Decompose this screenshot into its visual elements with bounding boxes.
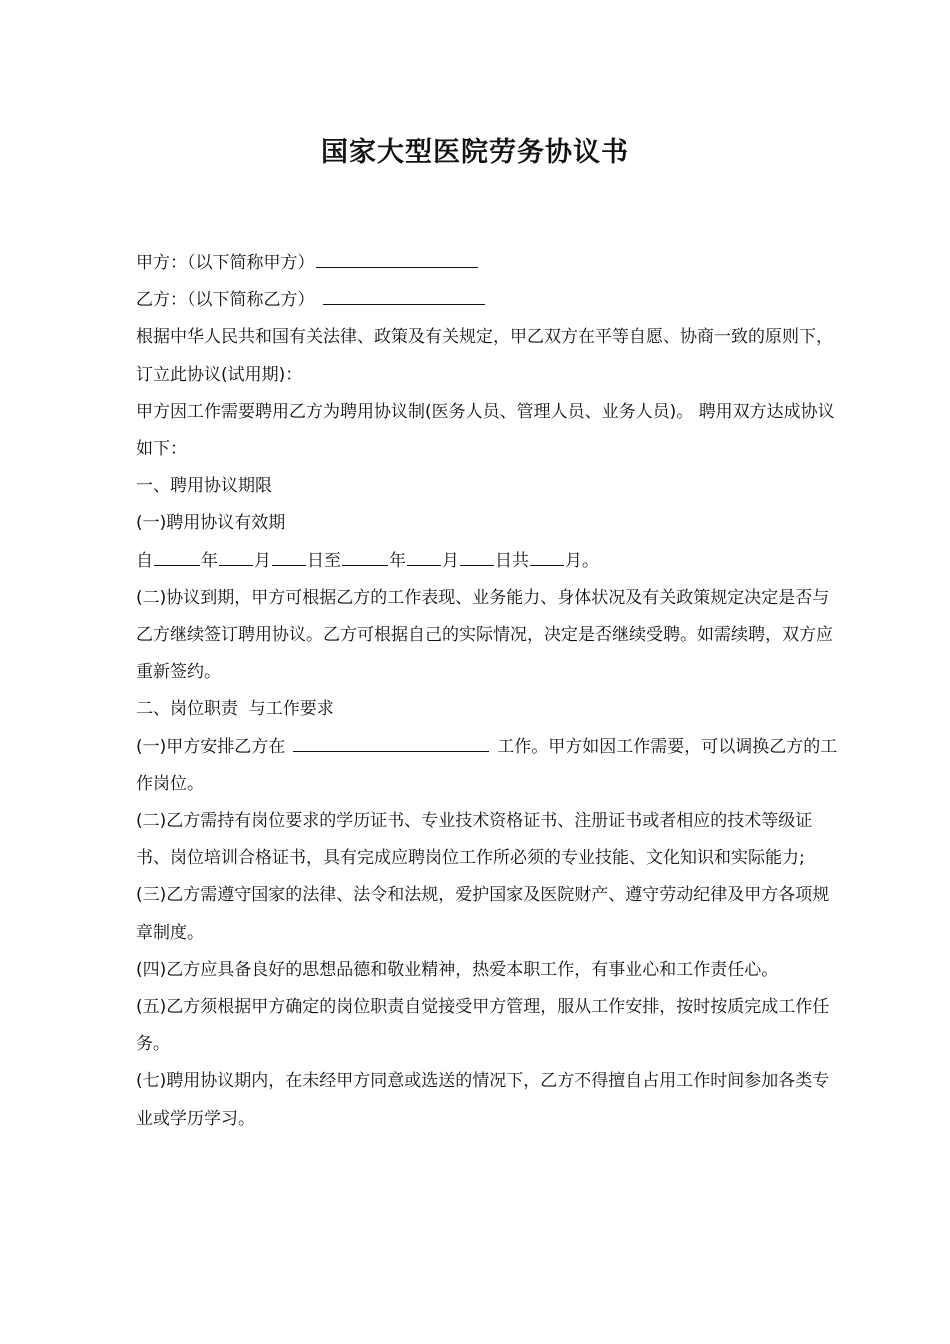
end-day-blank[interactable] — [460, 548, 494, 566]
s2-item-1-suffix: 工作。甲方如因工作需要，可以调换乙方的工作岗位。 — [136, 736, 838, 794]
party-b-line — [116, 282, 838, 319]
start-month-blank[interactable] — [219, 548, 253, 566]
end-year-blank[interactable] — [342, 548, 388, 566]
term-line — [116, 543, 838, 580]
party-b-blank[interactable] — [323, 287, 485, 305]
s2-item-5: (五)乙方须根据甲方确定的岗位职责自觉接受甲方管理，服从工作安排，按时按质完成工作任务。 — [136, 997, 830, 1055]
term-year-1: 年 — [201, 550, 218, 571]
end-month-blank[interactable] — [407, 548, 441, 566]
s2-item-1 — [116, 729, 838, 803]
s2-item-4: (四)乙方应具备良好的思想品德和敬业精神，热爱本职工作，有事业心和工作责任心。 — [136, 959, 779, 980]
section-1-heading: 一、聘用协议期限 — [136, 476, 272, 497]
start-day-blank[interactable] — [272, 548, 306, 566]
s1-item-2: (二)协议到期，甲方可根据乙方的工作表现、业务能力、身体状况及有关政策规定决定是否与乙方继续签订聘用协议。乙方可根据自己的实际情况，决定是否继续受聘。如需续聘，双方应重新签约。 — [136, 587, 833, 683]
document-title: 国家大型医院劳务协议书 — [321, 137, 629, 168]
s2-item-2: (二)乙方需持有岗位要求的学历证书、专业技术资格证书、注册证书或者相应的技术等级证书、岗位培训合格证书，具有完成应聘岗位工作所必须的专业技能、文化知识和实际能力; — [136, 811, 813, 869]
total-months-blank[interactable] — [530, 548, 564, 566]
term-day-to: 日至 — [307, 550, 341, 571]
section-2-heading: 二、岗位职责 与工作要求 — [136, 699, 334, 720]
s2-item-3: (三)乙方需遵守国家的法律、法令和法规，爱护国家及医院财产、遵守劳动纪律及甲方各项规章制度。 — [136, 885, 830, 943]
intro-paragraph-2: 甲方因工作需要聘用乙方为聘用协议制(医务人员、管理人员、业务人员)。 聘用双方达成协议如下： — [136, 401, 835, 460]
party-b-label: 乙方：（以下简称乙方） — [136, 290, 315, 311]
intro-paragraph-1: 根据中华人民共和国有关法律、政策及有关规定，甲乙双方在平等自愿、协商一致的原则下，订立此协议(试用期)： — [136, 327, 833, 385]
term-month-2: 月 — [442, 550, 459, 571]
party-a-label: 甲方：（以下简称甲方） — [136, 253, 315, 273]
document-body — [116, 245, 838, 1138]
start-year-blank[interactable] — [154, 548, 200, 566]
party-a-blank[interactable] — [316, 250, 478, 268]
s1-item-1: (一)聘用协议有效期 — [136, 513, 286, 534]
s2-item-7: (七)聘用协议期内，在未经甲方同意或选送的情况下，乙方不得擅自占用工作时间参加各类专业或学历学习。 — [136, 1071, 830, 1129]
party-a-line — [116, 245, 838, 282]
term-year-2: 年 — [389, 550, 406, 571]
term-month-1: 月 — [254, 550, 271, 571]
term-months-end: 月。 — [565, 550, 599, 571]
s2-item-1-prefix: (一)甲方安排乙方在 — [136, 736, 286, 757]
term-from: 自 — [136, 550, 153, 571]
post-blank[interactable] — [293, 734, 489, 752]
term-day-total: 日共 — [495, 550, 529, 571]
